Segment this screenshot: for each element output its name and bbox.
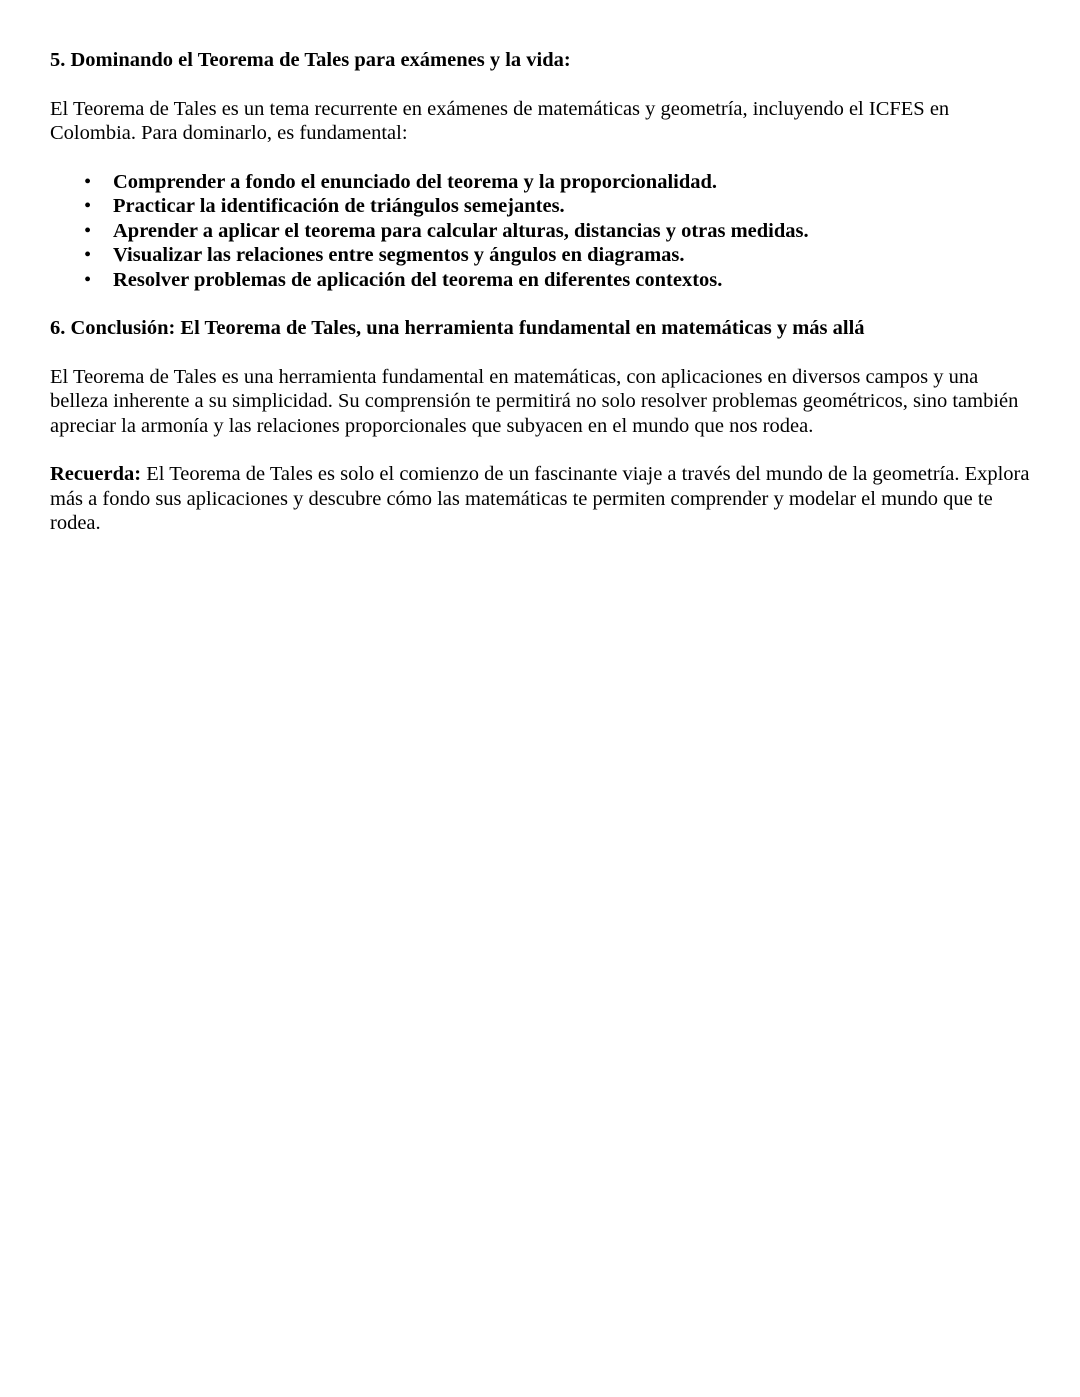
bullet-icon: • <box>84 195 92 217</box>
list-item <box>50 268 1035 293</box>
list-item <box>50 194 1035 219</box>
bullet-icon: • <box>84 219 92 242</box>
section-6-body: El Teorema de Tales es una herramienta fundamental en matemáticas, con aplicaciones en diversos campos y una belleza inherente a su simplicidad. Su comprensión te permitirá no solo resolver problemas geométricos, sino también apreciar la armonía y las relaciones proporcionales que subyacen en el mundo que nos rodea. <box>50 365 1019 437</box>
list-item-text: Resolver problemas de aplicación del teorema en diferentes contextos. <box>113 268 723 291</box>
bullet-icon: • <box>84 268 92 291</box>
document-page <box>50 48 1035 536</box>
list-item-text: Practicar la identificación de triángulos semejantes. <box>113 195 565 217</box>
fundamentals-list <box>50 170 1035 293</box>
list-item <box>50 243 1035 268</box>
bullet-icon: • <box>84 170 92 193</box>
list-item <box>50 170 1035 195</box>
list-item-text: Comprender a fondo el enunciado del teorema y la proporcionalidad. <box>113 170 718 193</box>
list-item <box>50 219 1035 244</box>
list-item-text: Visualizar las relaciones entre segmentos y ángulos en diagramas. <box>113 244 685 266</box>
reminder-label: Recuerda: <box>50 463 142 485</box>
section-5-heading: 5. Dominando el Teorema de Tales para exámenes y la vida: <box>50 49 571 71</box>
list-item-text: Aprender a aplicar el teorema para calcular alturas, distancias y otras medidas. <box>113 219 809 242</box>
reminder-text: El Teorema de Tales es solo el comienzo de un fascinante viaje a través del mundo de la geometría. Explora más a fondo sus aplicaciones y descubre cómo las matemáticas te permiten comprender y modelar el mundo que te rodea. <box>50 463 1030 534</box>
reminder-paragraph <box>50 462 1035 536</box>
section-6-heading: 6. Conclusión: El Teorema de Tales, una herramienta fundamental en matemáticas y más allá <box>50 317 865 339</box>
section-5-intro: El Teorema de Tales es un tema recurrente en exámenes de matemáticas y geometría, incluyendo el ICFES en Colombia. Para dominarlo, es fundamental: <box>50 97 950 144</box>
bullet-icon: • <box>84 244 92 266</box>
